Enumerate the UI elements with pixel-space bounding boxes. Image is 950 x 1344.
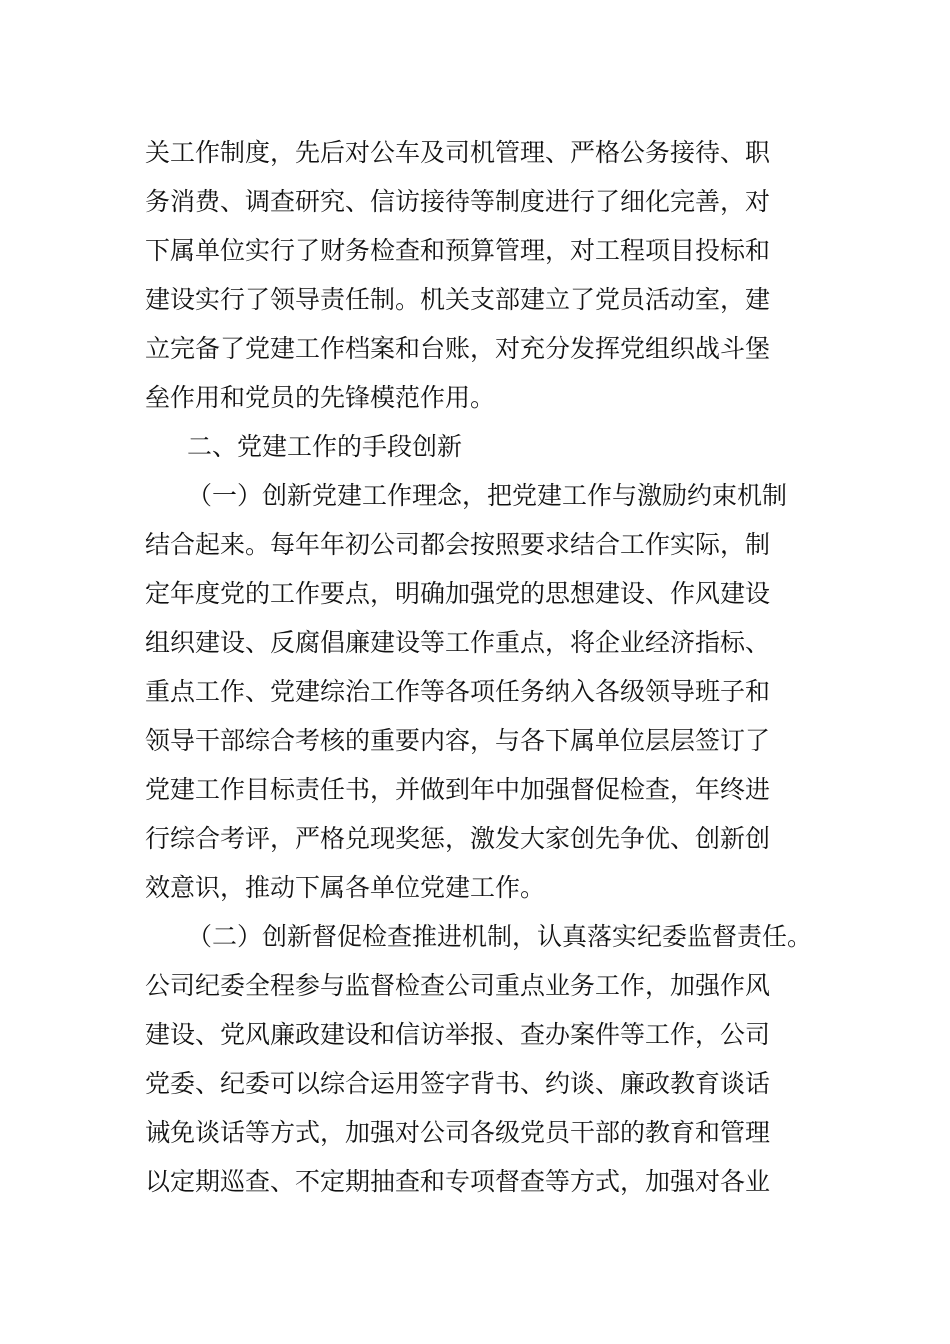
text-line: 诫免谈话等方式，加强对公司各级党员干部的教育和管理 [145, 1118, 771, 1147]
subsection-heading-line: （二）创新督促检查推进机制，认真落实纪委监督责任。 [187, 922, 813, 951]
section-heading: 二、党建工作的手段创新 [187, 432, 463, 461]
body-text [145, 128, 825, 1206]
text-line: 建设实行了领导责任制。机关支部建立了党员活动室，建 [145, 285, 771, 314]
text-line: 行综合考评，严格兑现奖惩，激发大家创先争优、创新创 [145, 824, 771, 853]
text-line: 务消费、调查研究、信访接待等制度进行了细化完善，对 [145, 187, 771, 216]
text-line: 以定期巡查、不定期抽查和专项督查等方式，加强对各业 [145, 1167, 771, 1196]
text-line: 组织建设、反腐倡廉建设等工作重点，将企业经济指标、 [145, 628, 771, 657]
text-line: 立完备了党建工作档案和台账，对充分发挥党组织战斗堡 [145, 334, 771, 363]
text-line: 党建工作目标责任书，并做到年中加强督促检查，年终进 [145, 775, 771, 804]
text-line: 垒作用和党员的先锋模范作用。 [145, 383, 496, 412]
subsection-heading-line: （一）创新党建工作理念，把党建工作与激励约束机制 [187, 481, 788, 510]
text-line: 关工作制度，先后对公车及司机管理、严格公务接待、职 [145, 138, 771, 167]
text-line: 建设、党风廉政建设和信访举报、查办案件等工作，公司 [145, 1020, 771, 1049]
text-line: 定年度党的工作要点，明确加强党的思想建设、作风建设 [145, 579, 771, 608]
text-line: 公司纪委全程参与监督检查公司重点业务工作，加强作风 [145, 971, 771, 1000]
text-line: 党委、纪委可以综合运用签字背书、约谈、廉政教育谈话 [145, 1069, 771, 1098]
text-line: 下属单位实行了财务检查和预算管理，对工程项目投标和 [145, 236, 771, 265]
text-line: 效意识，推动下属各单位党建工作。 [145, 873, 546, 902]
text-line: 重点工作、党建综治工作等各项任务纳入各级领导班子和 [145, 677, 771, 706]
text-line: 结合起来。每年年初公司都会按照要求结合工作实际，制 [145, 530, 771, 559]
text-line: 领导干部综合考核的重要内容，与各下属单位层层签订了 [145, 726, 771, 755]
